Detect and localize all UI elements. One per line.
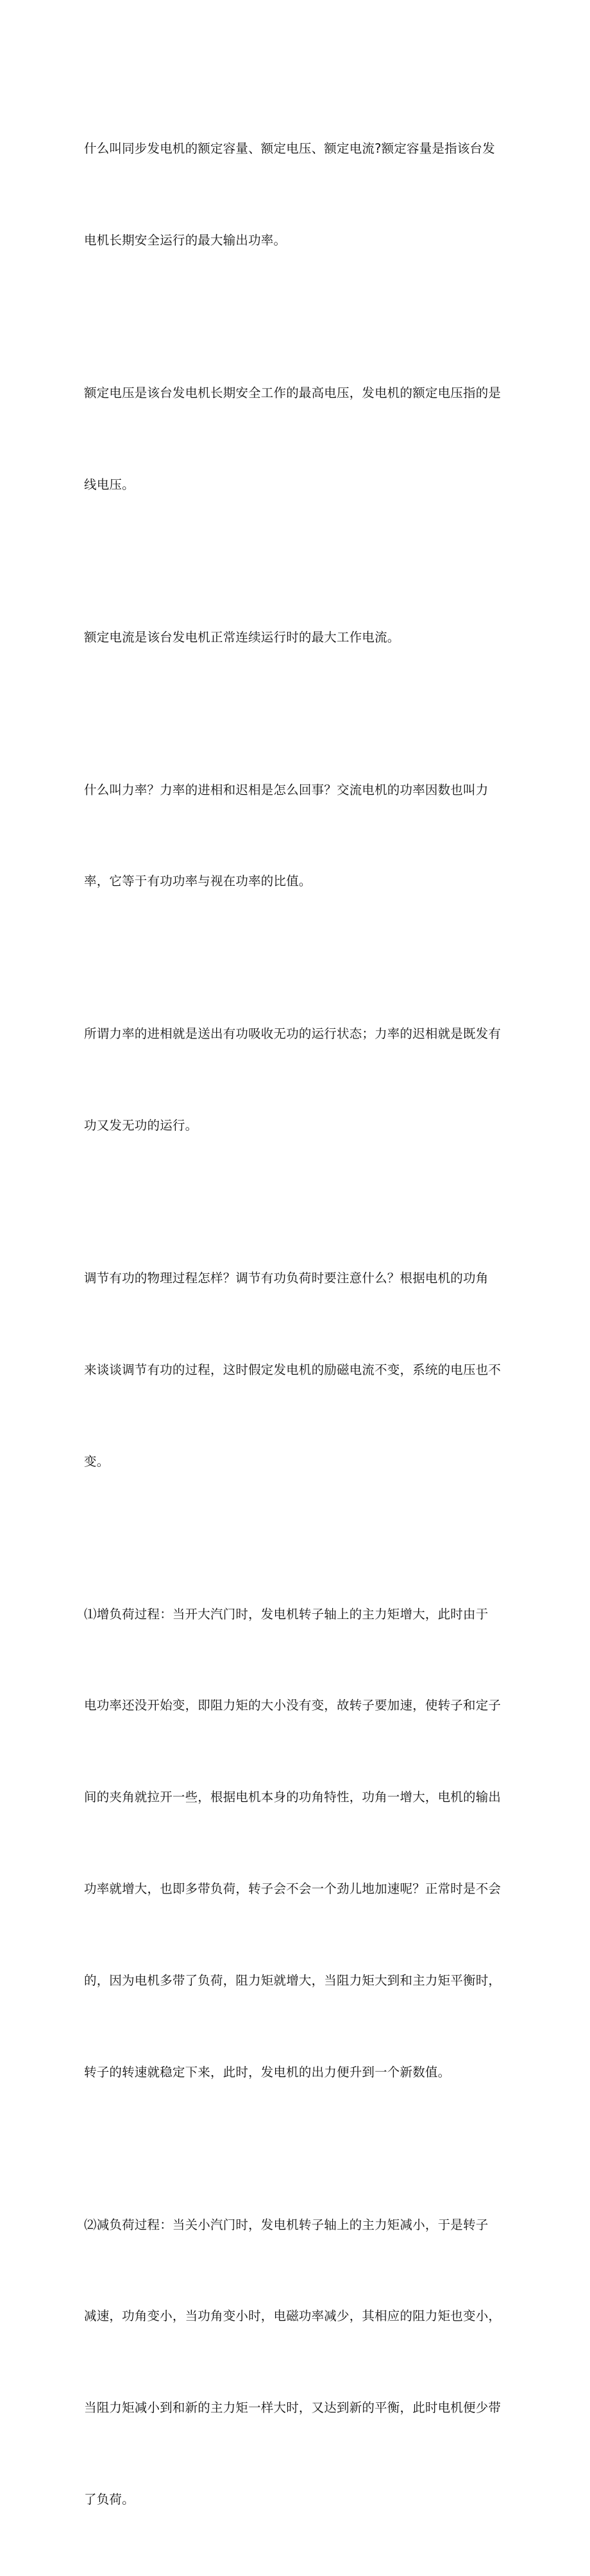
paragraph-rated-current xyxy=(84,561,509,714)
paragraph-decrease-load xyxy=(84,2148,509,2575)
paragraph-rated-voltage xyxy=(84,317,509,561)
text-line: 调节有功的物理过程怎样？调节有功负荷时要注意什么？根据电机的功角 xyxy=(84,1271,489,1286)
text-line: 变。 xyxy=(84,1453,110,1469)
text-line: 什么叫力率？力率的进相和迟相是怎么回事？交流电机的功率因数也叫力 xyxy=(84,782,489,797)
text-line: 了负荷。 xyxy=(84,2491,135,2507)
paragraph-rated-capacity xyxy=(84,72,509,317)
text-line: ⑴增负荷过程：当开大汽门时，发电机转子轴上的主力矩增大，此时由于 xyxy=(84,1606,489,1622)
paragraph-power-factor xyxy=(84,713,509,958)
text-line: 什么叫同步发电机的额定容量、额定电压、额定电流?额定容量是指该台发 xyxy=(84,141,495,157)
text-line: 功率就增大，也即多带负荷，转子会不会一个劲儿地加速呢？正常时是不会 xyxy=(84,1881,501,1897)
text-line: 当阻力矩减小到和新的主力矩一样大时，又达到新的平衡，此时电机便少带 xyxy=(84,2400,501,2416)
text-line: 额定电压是该台发电机长期安全工作的最高电压，发电机的额定电压指的是 xyxy=(84,385,501,400)
text-line: 率，它等于有功功率与视在功率的比值。 xyxy=(84,874,312,889)
text-line: 额定电流是该台发电机正常连续运行时的最大工作电流。 xyxy=(84,629,400,645)
paragraph-increase-load xyxy=(84,1538,509,2149)
text-line: 功又发无功的运行。 xyxy=(84,1118,198,1133)
text-line: 线电压。 xyxy=(84,477,135,492)
text-line: 所谓力率的进相就是送出有功吸收无功的运行状态；力率的迟相就是既发有 xyxy=(84,1026,501,1042)
text-line: 来谈谈调节有功的过程，这时假定发电机的励磁电流不变，系统的电压也不 xyxy=(84,1362,501,1377)
document-body xyxy=(84,72,509,2576)
text-line: ⑵减负荷过程：当关小汽门时，发电机转子轴上的主力矩减小，于是转子 xyxy=(84,2217,489,2232)
text-line: 电机长期安全运行的最大输出功率。 xyxy=(84,232,287,248)
text-line: 间的夹角就拉开一些，根据电机本身的功角特性，功角一增大，电机的输出 xyxy=(84,1790,501,1805)
text-line: 转子的转速就稳定下来，此时，发电机的出力便升到一个新数值。 xyxy=(84,2064,451,2080)
text-line: 减速，功角变小，当功角变小时，电磁功率减少，其相应的阻力矩也变小， xyxy=(84,2309,501,2324)
paragraph-active-power-adjust xyxy=(84,1202,509,1538)
text-line: 电功率还没开始变，即阻力矩的大小没有变，故转子要加速，使转子和定子 xyxy=(84,1698,501,1713)
paragraph-leading-lagging xyxy=(84,958,509,1202)
text-line: 的，因为电机多带了负荷，阻力矩就增大，当阻力矩大到和主力矩平衡时， xyxy=(84,1972,501,1988)
